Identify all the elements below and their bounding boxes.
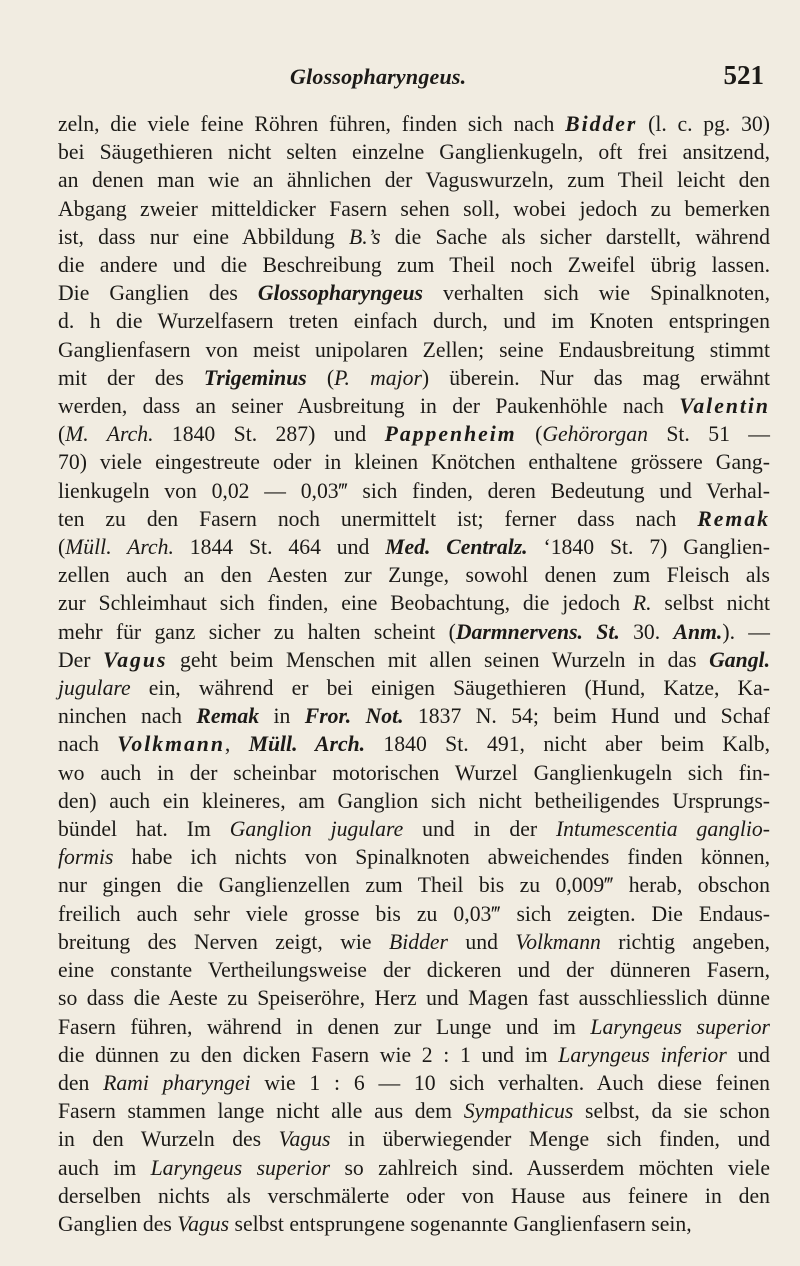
text-run: Ganglien des: [58, 1211, 178, 1236]
emphasis-text: Laryngeus superior: [590, 1014, 771, 1039]
text-run: geht beim Menschen mit allen seinen Wurzeln in das: [167, 647, 710, 672]
text-run: 1844 St. 464 und: [173, 535, 386, 560]
text-run: 1840 St. 491, nicht aber beim Kalb,: [365, 732, 771, 757]
text-line: [58, 928, 770, 956]
text-run: freilich auch sehr viele grosse bis zu 0,03‴ sich zeigten. Die Endaus-: [58, 901, 770, 926]
text-line: [58, 1041, 770, 1069]
text-line: [58, 561, 770, 589]
text-run: mit der des: [58, 365, 204, 390]
text-run: 30.: [619, 619, 674, 644]
emphasis-text: Remak: [196, 704, 260, 729]
emphasis-text: Ganglion jugulare: [229, 817, 404, 842]
text-line: [58, 251, 770, 279]
emphasis-text: Med. Centralz.: [385, 535, 528, 560]
text-run: nach: [58, 732, 118, 757]
text-run: Abgang zweier mitteldicker Fasern sehen soll, wobei jedoch zu bemerken: [58, 196, 770, 221]
text-line: [58, 674, 770, 702]
emphasis-text: M. Arch.: [65, 422, 154, 447]
text-run: so zahlreich sind. Ausserdem möchten viele: [330, 1155, 770, 1180]
text-run: werden, dass an seiner Ausbreitung in der Paukenhöhle nach: [58, 394, 680, 419]
emphasis-text: Intumescentia ganglio-: [555, 817, 770, 842]
emphasis-text: B.’s: [349, 224, 381, 249]
text-run: (: [58, 535, 66, 560]
emphasis-text: Vagus: [103, 647, 168, 672]
text-run: Ganglienfasern von meist unipolaren Zellen; seine Endausbreitung stimmt: [58, 337, 770, 362]
text-line: [58, 279, 770, 307]
emphasis-text: Fror. Not.: [304, 704, 404, 729]
text-line: [58, 195, 770, 223]
emphasis-text: Pappenheim: [384, 422, 517, 447]
emphasis-text: Laryngeus superior: [150, 1155, 331, 1180]
text-line: [58, 166, 770, 194]
text-run: in: [259, 704, 305, 729]
text-run: selbst, da sie schon: [573, 1099, 770, 1124]
text-run: richtig angeben,: [600, 929, 771, 954]
text-run: verhalten sich wie Spinalknoten,: [422, 281, 770, 306]
text-run: die dünnen zu den dicken Fasern wie 2 : 1 und im: [58, 1042, 559, 1067]
text-run: und: [448, 929, 516, 954]
text-line: [58, 1013, 770, 1041]
text-run: zellen auch an den Aesten zur Zunge, sowohl denen zum Fleisch als: [58, 563, 770, 588]
text-run: d. h die Wurzelfasern treten einfach durch, und im Knoten entspringen: [58, 309, 770, 334]
text-line: [58, 533, 770, 561]
emphasis-text: formis: [58, 845, 114, 870]
emphasis-text: P. major: [334, 365, 422, 390]
text-run: 1840 St. 287) und: [153, 422, 385, 447]
text-line: [58, 1069, 770, 1097]
text-line: [58, 420, 770, 448]
text-run: Der: [58, 647, 104, 672]
text-line: [58, 392, 770, 420]
text-run: derselben nichts als verschmälerte oder von Hause aus feinere in den: [58, 1183, 770, 1208]
text-run: und in der: [403, 817, 556, 842]
text-line: [58, 1125, 770, 1153]
text-line: [58, 138, 770, 166]
text-line: [58, 448, 770, 476]
text-run: ,: [224, 732, 249, 757]
text-run: ist, dass nur eine Abbildung: [58, 224, 349, 249]
text-line: [58, 336, 770, 364]
text-run: Die Ganglien des: [58, 281, 258, 306]
emphasis-text: jugulare: [58, 676, 131, 701]
emphasis-text: Trigeminus: [203, 365, 307, 390]
text-run: ten zu den Fasern noch unermittelt ist; ferner dass nach: [58, 506, 698, 531]
running-title: Glossopharyngeus.: [290, 64, 467, 89]
text-run: ninchen nach: [58, 704, 197, 729]
text-line: [58, 589, 770, 617]
text-line: [58, 843, 770, 871]
text-run: den: [58, 1070, 104, 1095]
text-run: ein, während er bei einigen Säugethieren (Hund, Katze, Ka-: [130, 676, 770, 701]
emphasis-text: Rami pharyngei: [103, 1070, 251, 1095]
emphasis-text: Volkmann: [515, 929, 601, 954]
emphasis-text: Sympathicus: [463, 1099, 574, 1124]
text-line: [58, 815, 770, 843]
text-run: (: [516, 422, 543, 447]
text-run: ‘1840 St. 7) Ganglien-: [527, 535, 770, 560]
emphasis-text: Bidder: [388, 929, 448, 954]
text-run: wo auch in der scheinbar motorischen Wurzel Ganglienkugeln sich fin-: [58, 760, 770, 785]
text-run: St. 51 —: [647, 422, 770, 447]
text-run: bei Säugethieren nicht selten einzelne Ganglienkugeln, oft frei ansitzend,: [58, 140, 770, 165]
text-run: ) überein. Nur das mag erwähnt: [421, 365, 770, 390]
text-line: [58, 1154, 770, 1182]
text-run: wie 1 : 6 — 10 sich verhalten. Auch diese feinen: [250, 1070, 770, 1095]
text-line: [58, 900, 770, 928]
text-line: [58, 646, 770, 674]
book-page: [58, 62, 770, 1252]
text-run: an denen man wie an ähnlichen der Vaguswurzeln, zum Theil leicht den: [58, 168, 770, 193]
text-run: in den Wurzeln des: [58, 1127, 279, 1152]
text-run: die Sache als sicher darstellt, während: [380, 224, 770, 249]
emphasis-text: Bidder: [565, 112, 638, 136]
text-run: zeln, die viele feine Röhren führen, finden sich nach: [58, 112, 566, 136]
text-run: zur Schleimhaut sich finden, eine Beobachtung, die jedoch: [58, 591, 633, 616]
text-run: (: [306, 365, 335, 390]
text-run: habe ich nichts von Spinalknoten abweichendes finden können,: [113, 845, 770, 870]
emphasis-text: Müll. Arch.: [248, 732, 366, 757]
emphasis-text: Volkmann: [117, 732, 225, 757]
text-line: [58, 618, 770, 646]
text-run: breitung des Nerven zeigt, wie: [58, 929, 389, 954]
text-run: 1837 N. 54; beim Hund und Schaf: [403, 704, 771, 729]
text-run: nur gingen die Ganglienzellen zum Theil bis zu 0,009‴ herab, obschon: [58, 873, 770, 898]
emphasis-text: Valentin: [679, 394, 770, 419]
emphasis-text: Vagus: [278, 1127, 331, 1152]
page-number: 521: [723, 60, 764, 90]
text-run: und: [726, 1042, 770, 1067]
running-head: [58, 62, 770, 106]
text-line: [58, 364, 770, 392]
emphasis-text: Vagus: [177, 1211, 230, 1236]
text-line: [58, 477, 770, 505]
emphasis-text: Gangl.: [709, 647, 770, 672]
emphasis-text: Glossopharyngeus: [257, 281, 423, 306]
text-run: (: [58, 422, 66, 447]
text-run: so dass die Aeste zu Speiseröhre, Herz und Magen fast ausschliesslich dünne: [58, 986, 770, 1011]
text-run: auch im: [58, 1155, 151, 1180]
text-run: bündel hat. Im: [58, 817, 230, 842]
text-run: selbst entsprungene sogenannte Ganglienfasern sein,: [229, 1211, 692, 1236]
text-line: [58, 871, 770, 899]
text-line: [58, 1182, 770, 1210]
text-run: mehr für ganz sicher zu halten scheint (: [58, 619, 456, 644]
text-run: Fasern führen, während in denen zur Lunge und im: [58, 1014, 591, 1039]
text-line: [58, 223, 770, 251]
text-run: 70) viele eingestreute oder in kleinen Knötchen enthaltene grössere Gang-: [58, 450, 770, 475]
text-run: den) auch ein kleineres, am Ganglion sich nicht betheiligendes Ursprungs-: [58, 788, 770, 813]
emphasis-text: Anm.: [673, 619, 723, 644]
text-run: (l. c. pg. 30): [637, 112, 770, 136]
text-line: [58, 730, 770, 758]
emphasis-text: Müll. Arch.: [65, 535, 174, 560]
body-text: [58, 110, 770, 1238]
text-line: [58, 956, 770, 984]
text-run: lienkugeln von 0,02 — 0,03‴ sich finden, deren Bedeutung und Verhal-: [58, 478, 770, 503]
text-run: die andere und die Beschreibung zum Theil noch Zweifel übrig lassen.: [58, 253, 770, 278]
text-line: [58, 505, 770, 533]
text-run: eine constante Vertheilungsweise der dickeren und der dünneren Fasern,: [58, 958, 770, 983]
text-run: ). —: [722, 619, 770, 644]
text-run: Fasern stammen lange nicht alle aus dem: [58, 1099, 464, 1124]
text-line: [58, 702, 770, 730]
text-line: [58, 787, 770, 815]
text-line: [58, 759, 770, 787]
emphasis-text: R.: [632, 591, 652, 616]
text-line: [58, 1210, 770, 1238]
text-line: [58, 110, 770, 138]
text-line: [58, 1097, 770, 1125]
emphasis-text: Darmnervens. St.: [455, 619, 620, 644]
emphasis-text: Laryngeus inferior: [558, 1042, 727, 1067]
text-line: [58, 984, 770, 1012]
emphasis-text: Gehörorgan: [542, 422, 648, 447]
emphasis-text: Remak: [697, 506, 770, 531]
text-line: [58, 307, 770, 335]
text-run: in überwiegender Menge sich finden, und: [330, 1127, 770, 1152]
text-run: selbst nicht: [651, 591, 770, 616]
